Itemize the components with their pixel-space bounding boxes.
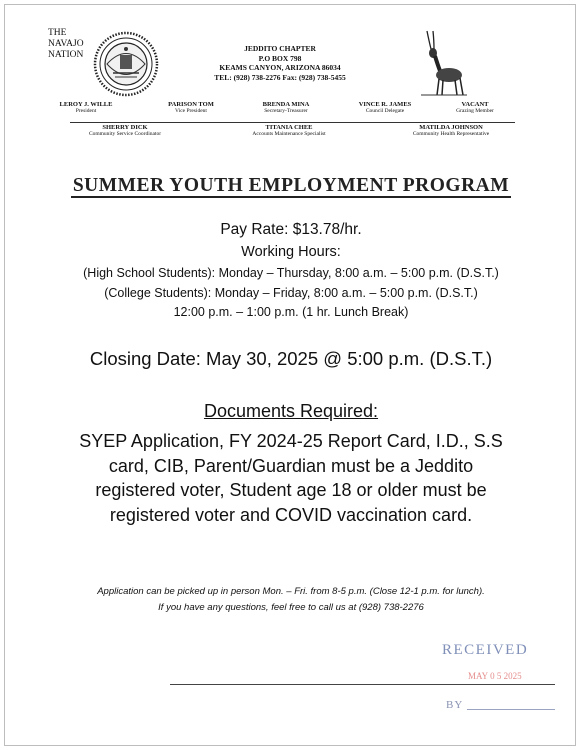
chapter-city: KEAMS CANYON, ARIZONA 86034 (219, 63, 341, 72)
navajo-nation-seal-icon (93, 31, 159, 97)
official-name: BRENDA MINA (262, 101, 310, 108)
pickup-info (5, 584, 577, 616)
chapter-phone: TEL: (928) 738-2276 Fax: (928) 738-5455 (214, 72, 346, 82)
chapter-address (165, 44, 395, 82)
hours-college: (College Students): Monday – Friday, 8:00 a.m. – 5:00 p.m. (D.S.T.) (104, 286, 478, 300)
received-by-line (467, 709, 555, 710)
nation-line: NAVAJO (48, 39, 84, 49)
official-accounts-specialist (229, 124, 349, 138)
signature-line (170, 684, 555, 685)
official-president (51, 101, 121, 115)
official-title: Secretary-Treasurer (264, 108, 308, 114)
letterhead-divider (70, 122, 515, 123)
official-name: TITANIA CHEE (265, 124, 313, 131)
closing-date: Closing Date: May 30, 2025 @ 5:00 p.m. (D.S.T.) (89, 348, 493, 369)
official-service-coordinator (67, 124, 183, 138)
received-stamp-date: MAY 0 5 2025 (468, 671, 522, 681)
official-name: VINCE R. JAMES (358, 101, 412, 108)
official-name: SHERRY DICK (102, 124, 148, 131)
chapter-name: JEDDITO CHAPTER (244, 44, 316, 53)
program-title-text: SUMMER YOUTH EMPLOYMENT PROGRAM (72, 175, 510, 196)
official-name: PARISON TOM (168, 101, 214, 108)
official-title: Vice President (175, 108, 207, 114)
pay-rate: Pay Rate: $13.78/hr. (220, 221, 362, 238)
official-title: Accounts Maintenance Specialist (252, 131, 326, 137)
documents-line: registered voter and COVID vaccination card. (109, 504, 473, 525)
documents-heading-text: Documents Required: (203, 401, 379, 421)
documents-list (5, 429, 577, 527)
program-title (5, 175, 577, 197)
contact-line: If you have any questions, feel free to call us at (928) 738-2276 (158, 602, 424, 613)
chapter-po-box: P.O BOX 798 (258, 53, 302, 63)
received-stamp: RECEIVED (442, 642, 529, 658)
hours-high-school: (High School Students): Monday – Thursday, 8:00 a.m. – 5:00 p.m. (D.S.T.) (83, 266, 499, 280)
official-vice-president (155, 101, 227, 115)
documents-line: registered voter, Student age 18 or older must be (95, 480, 487, 500)
documents-heading (5, 401, 577, 422)
nation-line: NATION (48, 50, 84, 60)
documents-line: card, CIB, Parent/Guardian must be a Jeddito (108, 455, 474, 476)
hours-lunch: 12:00 p.m. – 1:00 p.m. (1 hr. Lunch Break) (173, 305, 409, 319)
received-by-label: BY (446, 699, 464, 711)
antelope-logo-icon (417, 29, 469, 97)
official-title: Council Delegate (365, 108, 405, 114)
nation-line: THE (48, 28, 67, 38)
official-health-representative (389, 124, 513, 138)
pickup-line: Application can be picked up in person Mon. – Fri. from 8-5 p.m. (Close 12-1 p.m. for lunch). (97, 586, 485, 597)
official-name: LEROY J. WILLE (59, 101, 113, 108)
official-title: Grazing Member (456, 108, 494, 114)
official-grazing-member (439, 101, 511, 115)
official-name: VACANT (461, 101, 489, 108)
official-council-delegate (345, 101, 425, 115)
working-hours-label: Working Hours: (241, 244, 341, 260)
document-page (4, 4, 576, 746)
documents-line: SYEP Application, FY 2024-25 Report Card, I.D., S.S (79, 431, 503, 451)
official-secretary-treasurer (249, 101, 323, 115)
official-title: Community Health Representative (412, 131, 490, 137)
nation-label (48, 28, 84, 61)
official-title: Community Service Coordinator (88, 131, 162, 137)
official-name: MATILDA JOHNSON (419, 124, 483, 131)
official-title: President (75, 108, 97, 114)
